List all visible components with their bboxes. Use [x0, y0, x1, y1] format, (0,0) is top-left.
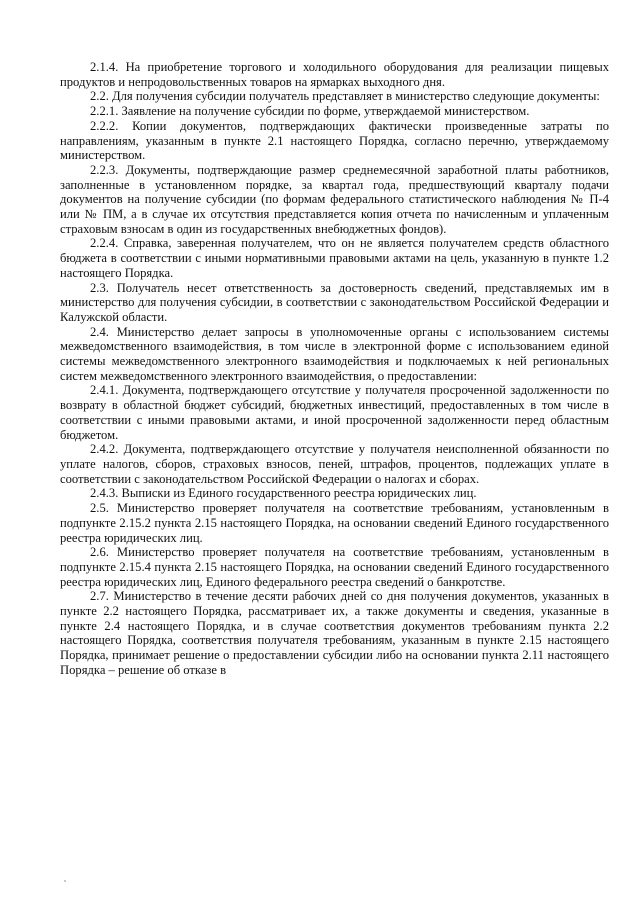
scan-speck: [64, 880, 66, 882]
paragraph-2-2: 2.2. Для получения субсидии получатель представляет в министерство следующие документы:: [90, 89, 600, 104]
paragraph-2-2-3: 2.2.3. Документы, подтверждающие размер среднемесячной заработной платы работников, заполненные в установленном порядке, за квартал года, предшествующий кварталу подачи документов на получение субсидии (по формам федерального статистического наблюдения № П-4 или № ПМ, а в случае их отсутствия представляется копия отчета по начисленным и уплаченным страховым взносам в один из государственных внебюджетных фондов).: [60, 162, 609, 236]
paragraph-2-4-1: 2.4.1. Документа, подтверждающего отсутствие у получателя просроченной задолженности по возврату в областной бюджет субсидий, бюджетных инвестиций, предоставленных в том числе в соответствии с иными правовыми актами, и иной просроченной задолженности перед областным бюджетом.: [60, 383, 609, 442]
paragraph-2-4-2: 2.4.2. Документа, подтверждающего отсутствие у получателя неисполненной обязанности по уплате налогов, сборов, страховых взносов, пеней, штрафов, процентов, подлежащих уплате в соответствии с законодательством Российской Федерации о налогах и сборах.: [60, 442, 609, 486]
document-page: [60, 60, 609, 678]
paragraph-2-5: 2.5. Министерство проверяет получателя на соответствие требованиям, установленным в подпункте 2.15.2 пункта 2.15 настоящего Порядка, на основании сведений Единого государственного реестра юридических лиц.: [60, 501, 609, 545]
paragraph-2-1-4: 2.1.4. На приобретение торгового и холодильного оборудования для реализации пищевых продуктов и непродовольственных товаров на ярмарках выходного дня.: [60, 60, 609, 89]
paragraph-2-4: 2.4. Министерство делает запросы в уполномоченные органы с использованием системы межведомственного взаимодействия, в том числе в электронной форме с использованием единой системы межведомственного электронного взаимодействия и подключаемых к ней региональных систем межведомственного электронного взаимодействия, о предоставлении:: [60, 324, 609, 383]
paragraph-2-7: 2.7. Министерство в течение десяти рабочих дней со дня получения документов, указанных в пункте 2.2 настоящего Порядка, рассматривает их, а также документы и сведения, указанные в пункте 2.4 настоящего Порядка, и в случае соответствия документов требованиям пункта 2.2 настоящего Порядка, соответствия получателя требованиям, указанным в пункте 2.15 настоящего Порядка, принимает решение о предоставлении субсидии либо на основании пункта 2.11 настоящего Порядка – решение об отказе в: [60, 589, 609, 677]
paragraph-2-4-3: 2.4.3. Выписки из Единого государственного реестра юридических лиц.: [90, 486, 477, 501]
paragraph-2-2-1: 2.2.1. Заявление на получение субсидии по форме, утверждаемой министерством.: [90, 104, 530, 119]
paragraph-2-2-4: 2.2.4. Справка, заверенная получателем, что он не является получателем средств областного бюджета в соответствии с иными нормативными правовыми актами на цель, указанную в пункте 1.2 настоящего Порядка.: [60, 236, 609, 280]
paragraph-2-2-2: 2.2.2. Копии документов, подтверждающих фактически произведенные затраты по направлениям, указанным в пункте 2.1 настоящего Порядка, согласно перечню, утверждаемому министерством.: [60, 118, 609, 163]
paragraph-2-6: 2.6. Министерство проверяет получателя на соответствие требованиям, установленным в подпункте 2.15.4 пункта 2.15 настоящего Порядка, на основании сведений Единого государственного реестра юридических лиц, Единого федерального реестра сведений о банкротстве.: [60, 545, 609, 589]
paragraph-2-3: 2.3. Получатель несет ответственность за достоверность сведений, представляемых им в министерство для получения субсидии, в соответствии с законодательством Российской Федерации и Калужской области.: [60, 280, 609, 324]
